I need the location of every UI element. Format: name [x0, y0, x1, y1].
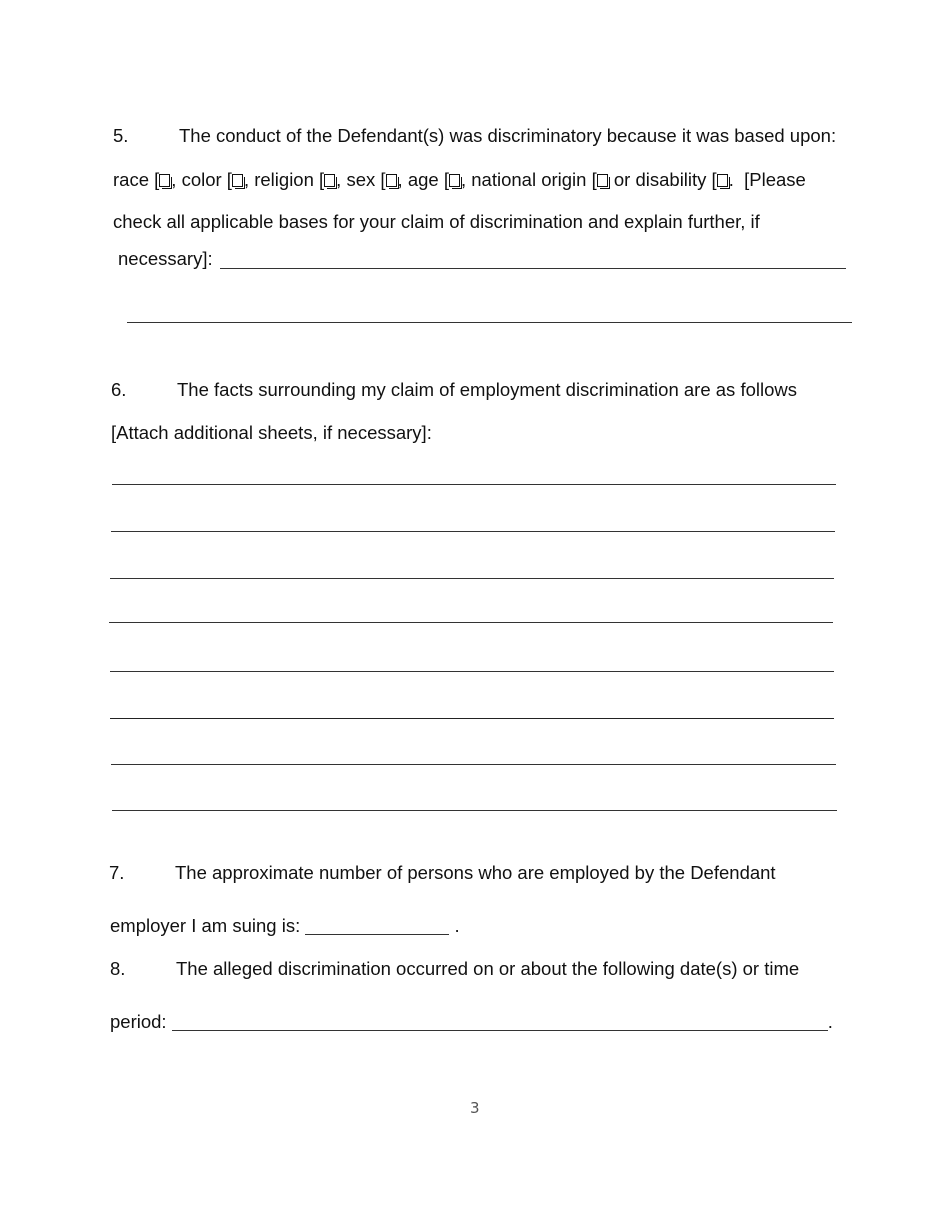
- item-7-text-line2: [110, 917, 460, 936]
- date-period-period: .: [827, 1011, 833, 1032]
- item-6-text-line1: The facts surrounding my claim of employment discrimination are as follows: [177, 379, 797, 400]
- facts-line-3[interactable]: [110, 578, 834, 579]
- date-period-label: period:: [110, 1011, 167, 1032]
- sex-checkbox[interactable]: [386, 174, 397, 187]
- basis-age: age [ ,: [407, 169, 467, 190]
- religion-checkbox[interactable]: [324, 174, 335, 187]
- basis-race: race [ ,: [113, 169, 177, 190]
- item-6-number: 6.: [111, 379, 127, 400]
- facts-line-2[interactable]: [111, 531, 835, 532]
- facts-line-1[interactable]: [112, 484, 836, 485]
- item-8-text-line1: The alleged discrimination occurred on or about the following date(s) or time: [176, 958, 800, 979]
- item-5-bases-line: [113, 171, 806, 190]
- employee-count-label: employer I am suing is:: [110, 915, 301, 936]
- facts-line-5[interactable]: [110, 671, 834, 672]
- color-checkbox[interactable]: [232, 174, 243, 187]
- basis-national-origin: national origin [ or: [471, 169, 631, 190]
- basis-disability: disability [ .: [635, 169, 734, 190]
- facts-line-8[interactable]: [112, 810, 837, 811]
- age-checkbox[interactable]: [449, 174, 460, 187]
- basis-color: color [ ,: [181, 169, 250, 190]
- disability-checkbox[interactable]: [717, 174, 728, 187]
- facts-line-4[interactable]: [109, 622, 833, 623]
- item-5-explain-line-2[interactable]: [127, 322, 852, 323]
- national-origin-checkbox[interactable]: [597, 174, 608, 187]
- employee-count-field[interactable]: [305, 934, 449, 935]
- item-5-text-line3: check all applicable bases for your claim of discrimination and explain further, if: [113, 211, 760, 232]
- item-7-text-line1: The approximate number of persons who are employed by the Defendant: [175, 862, 776, 883]
- date-period-field[interactable]: [172, 1030, 828, 1031]
- item-6-text-line2: [Attach additional sheets, if necessary]:: [111, 422, 432, 443]
- basis-sex: sex [ ,: [346, 169, 403, 190]
- item-5-number: 5.: [113, 125, 129, 146]
- item-5-necessary-label: necessary]:: [118, 248, 213, 269]
- page-number: 3: [470, 1099, 480, 1117]
- item-5-explain-line-1[interactable]: [220, 268, 846, 269]
- item-7-number: 7.: [109, 862, 125, 883]
- race-checkbox[interactable]: [159, 174, 170, 187]
- item-8-number: 8.: [110, 958, 126, 979]
- item-5-please: [Please: [744, 169, 806, 190]
- facts-line-6[interactable]: [110, 718, 834, 719]
- item-5-text-line1: The conduct of the Defendant(s) was discriminatory because it was based upon:: [179, 125, 837, 146]
- facts-line-7[interactable]: [111, 764, 836, 765]
- item-8-text-line2: [110, 1013, 833, 1032]
- employee-count-period: .: [454, 915, 460, 936]
- basis-religion: religion [ ,: [254, 169, 342, 190]
